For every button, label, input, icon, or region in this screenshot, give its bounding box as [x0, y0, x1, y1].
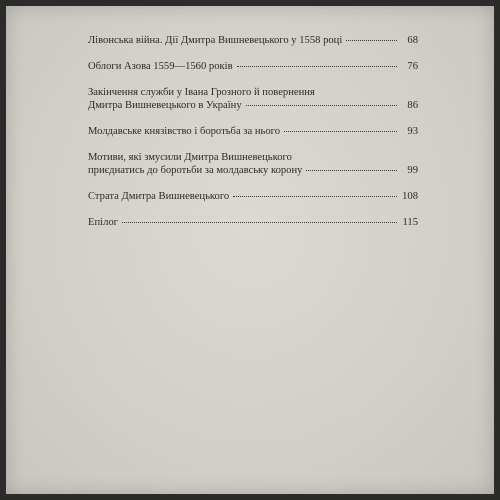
- toc-entry: [88, 86, 418, 112]
- toc-entry-title-continued: Дмитра Вишневецького в Україну: [88, 100, 242, 111]
- toc-entry-title: Мотиви, які змусили Дмитра Вишневецького: [88, 152, 292, 163]
- dot-leader: [233, 196, 397, 197]
- dot-leader: [237, 66, 397, 67]
- toc-entry-page: 93: [407, 126, 418, 137]
- table-of-contents: [88, 34, 418, 242]
- dot-leader: [246, 105, 397, 106]
- dot-leader: [346, 40, 397, 41]
- book-page: [6, 6, 494, 494]
- toc-entry-title: Закінчення служби у Івана Грозного й повернення: [88, 87, 315, 98]
- toc-entry-title: Молдавське князівство і боротьба за нього: [88, 126, 281, 137]
- toc-entry-page: 86: [407, 100, 418, 111]
- dot-leader: [284, 131, 397, 132]
- toc-entry: [88, 216, 418, 229]
- dot-leader: [122, 222, 397, 223]
- dot-leader: [306, 170, 397, 171]
- toc-entry-title: Епілог: [88, 217, 119, 228]
- toc-entry-page: 68: [407, 35, 418, 46]
- toc-entry-title: Страта Дмитра Вишневецького: [88, 191, 230, 202]
- toc-entry-title: Лівонська війна. Дії Дмитра Вишневецького у 1558 році: [88, 35, 343, 46]
- toc-entry-page: 115: [402, 217, 418, 228]
- toc-entry: [88, 125, 418, 138]
- toc-entry: [88, 34, 418, 47]
- toc-entry-page: 99: [407, 165, 418, 176]
- toc-entry-page: 76: [407, 61, 418, 72]
- toc-entry: [88, 190, 418, 203]
- toc-entry-title-continued: приєднатись до боротьби за молдавську корону: [88, 165, 303, 176]
- toc-entry-page: 108: [402, 191, 418, 202]
- toc-entry-title: Облоги Азова 1559—1560 років: [88, 61, 233, 72]
- toc-entry: [88, 60, 418, 73]
- toc-entry: [88, 151, 418, 177]
